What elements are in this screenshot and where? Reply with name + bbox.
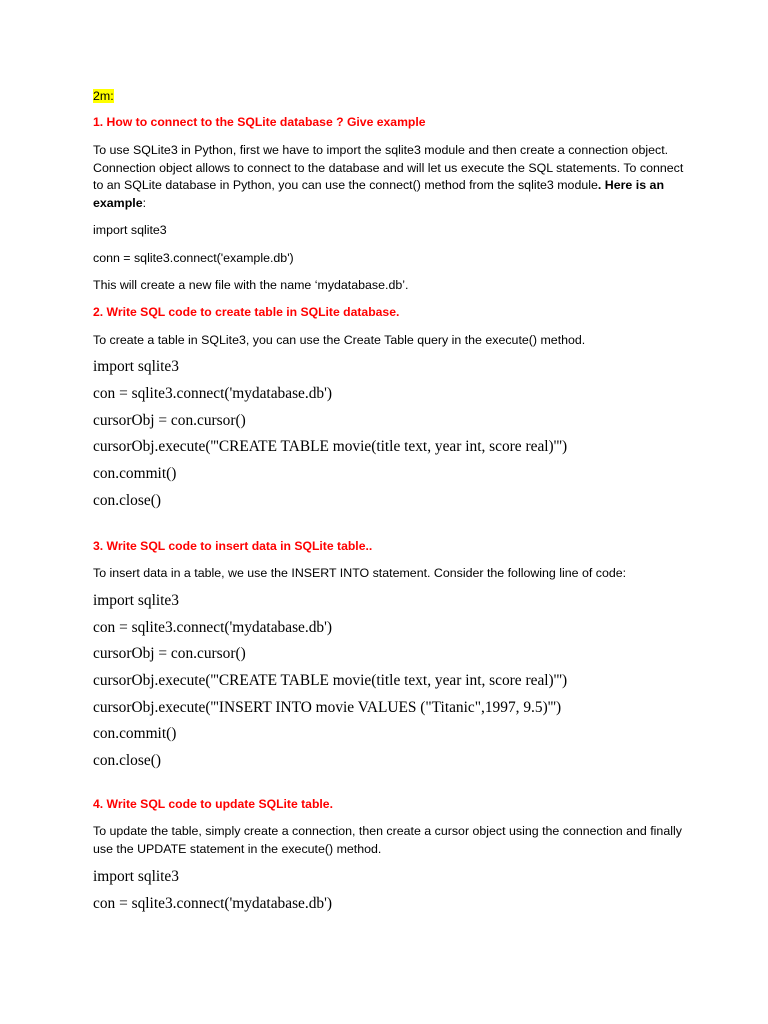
section-label xyxy=(93,88,114,104)
highlighted-label: 2m: xyxy=(93,89,114,103)
code-line: import sqlite3 xyxy=(93,223,167,237)
question-2-heading: 2. Write SQL code to create table in SQLite database. xyxy=(93,305,400,319)
code-line: cursorObj.execute('''INSERT INTO movie VALUES ("Titanic",1997, 9.5)''') xyxy=(93,699,562,716)
question-2-intro: To create a table in SQLite3, you can use the Create Table query in the execute() method. xyxy=(93,333,586,347)
code-line: con.close() xyxy=(93,492,161,509)
question-4-intro: To update the table, simply create a connection, then create a cursor object using the connection and finally use the UPDATE statement in the execute() method. xyxy=(93,824,682,856)
question-3-heading: 3. Write SQL code to insert data in SQLite table.. xyxy=(93,539,373,553)
code-line: cursorObj.execute('''CREATE TABLE movie(title text, year int, score real)''') xyxy=(93,672,568,689)
code-line: cursorObj = con.cursor() xyxy=(93,645,246,662)
code-line: import sqlite3 xyxy=(93,358,179,375)
explanation-text: This will create a new file with the name ‘mydatabase.db’. xyxy=(93,278,409,292)
question-1-paragraph xyxy=(93,142,693,212)
code-line: con.close() xyxy=(93,752,161,769)
question-3-intro: To insert data in a table, we use the INSERT INTO statement. Consider the following line of code: xyxy=(93,566,627,580)
code-line: con.commit() xyxy=(93,465,177,482)
code-line: cursorObj = con.cursor() xyxy=(93,412,246,429)
question-1-heading: 1. How to connect to the SQLite database ? Give example xyxy=(93,115,426,129)
code-line: con = sqlite3.connect('mydatabase.db') xyxy=(93,619,333,636)
code-line: cursorObj.execute('''CREATE TABLE movie(title text, year int, score real)''') xyxy=(93,438,568,455)
code-line: con = sqlite3.connect('mydatabase.db') xyxy=(93,895,333,912)
code-line: import sqlite3 xyxy=(93,592,179,609)
code-line: con = sqlite3.connect('mydatabase.db') xyxy=(93,385,333,402)
question-4-heading: 4. Write SQL code to update SQLite table. xyxy=(93,797,333,811)
paragraph-bold-text: . Here is an example xyxy=(93,178,665,210)
code-line: conn = sqlite3.connect('example.db') xyxy=(93,251,294,265)
code-line: import sqlite3 xyxy=(93,868,179,885)
code-line: con.commit() xyxy=(93,725,177,742)
paragraph-text: To use SQLite3 in Python, first we have to import the sqlite3 module and then create a connection object. Connection object allows to connect to the database and will let us execute the SQL statements. To connect to an SQLite database in Python, you can use the connect() method from the sqlite3 module xyxy=(93,143,684,193)
paragraph-tail: : xyxy=(142,195,147,210)
